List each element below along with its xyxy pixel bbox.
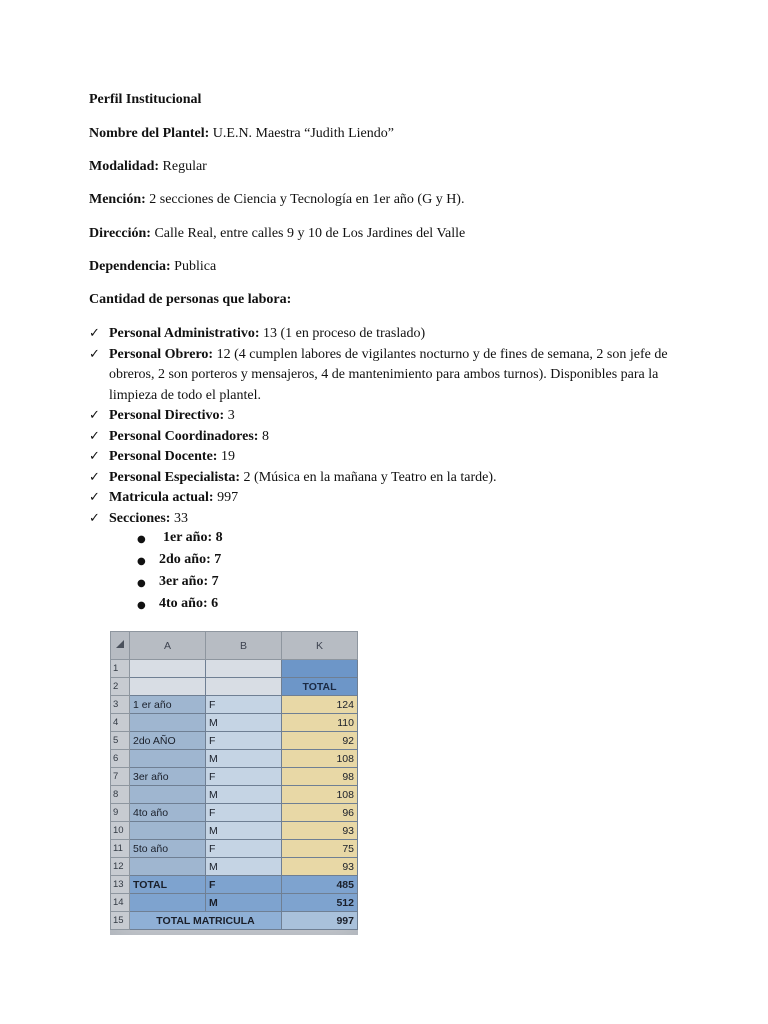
field-value: Regular xyxy=(159,159,207,174)
column-header: B xyxy=(206,632,282,660)
cell xyxy=(130,786,206,804)
check-mark-icon: ✓ xyxy=(89,428,100,444)
section-text: 2do año: 7 xyxy=(159,552,222,567)
item-label: Personal Docente: xyxy=(109,449,218,464)
item-value: 13 (1 en proceso de traslado) xyxy=(259,326,426,341)
item-label: Personal Coordinadores: xyxy=(109,428,259,444)
cell: TOTAL xyxy=(130,876,206,894)
table-row xyxy=(111,894,358,912)
row-number: 14 xyxy=(111,894,130,912)
enrollment-table xyxy=(110,631,358,930)
table-row xyxy=(111,786,358,804)
cell: F xyxy=(206,768,282,786)
item-value: 33 xyxy=(170,510,188,526)
cell: 110 xyxy=(282,714,358,732)
row-number: 8 xyxy=(111,786,130,804)
row-number: 2 xyxy=(111,678,130,696)
section-text: 3er año: 7 xyxy=(159,574,219,589)
field-label: Mención: xyxy=(89,192,146,207)
row-number: 9 xyxy=(111,804,130,822)
list-item xyxy=(89,324,679,345)
row-number: 15 xyxy=(111,912,130,930)
column-header-row xyxy=(111,632,358,660)
cell xyxy=(206,660,282,678)
column-header: K xyxy=(282,632,358,660)
cell: M xyxy=(206,786,282,804)
cell: 485 xyxy=(282,876,358,894)
field-label: Modalidad: xyxy=(89,159,160,174)
item-label: Personal Directivo: xyxy=(109,408,225,423)
table-row xyxy=(111,768,358,786)
table-row xyxy=(111,678,358,696)
item-label: Personal Especialista: xyxy=(109,469,241,485)
item-value: 8 xyxy=(258,428,269,444)
staff-heading: Cantidad de personas que labora: xyxy=(89,292,292,307)
row-number: 4 xyxy=(111,714,130,732)
cell: 5to año xyxy=(130,840,206,858)
bullet-dot-icon: ● xyxy=(137,578,146,589)
row-number: 5 xyxy=(111,732,130,750)
grand-total-value: 997 xyxy=(282,912,358,930)
check-mark-icon: ✓ xyxy=(89,326,100,341)
item-value: 12 (4 cumplen labores de vigilantes nocturno y de fines de semana, 2 son jefe de obreros, 2 son porteros y mensajeros, 4 de mantenimiento para ambos turnos). Disponibles para la limpieza de todo el plantel. xyxy=(109,346,668,403)
row-number: 11 xyxy=(111,840,130,858)
select-all-corner-icon xyxy=(111,632,130,660)
table-row xyxy=(111,858,358,876)
cell xyxy=(206,678,282,696)
list-item xyxy=(89,509,679,530)
cell: M xyxy=(206,858,282,876)
table-row xyxy=(111,732,358,750)
table-row xyxy=(111,696,358,714)
cell: 108 xyxy=(282,750,358,768)
section-text: 4to año: 6 xyxy=(159,596,219,611)
table-row xyxy=(111,804,358,822)
cell: 4to año xyxy=(130,804,206,822)
section-item xyxy=(137,574,219,590)
cell: F xyxy=(206,876,282,894)
cell: M xyxy=(206,750,282,768)
cell: M xyxy=(206,822,282,840)
cell: 96 xyxy=(282,804,358,822)
field-direccion xyxy=(89,226,465,242)
section-item xyxy=(137,596,219,612)
check-mark-icon: ✓ xyxy=(89,449,100,464)
check-mark-icon: ✓ xyxy=(89,408,100,423)
column-header: A xyxy=(130,632,206,660)
cell: 75 xyxy=(282,840,358,858)
cell xyxy=(130,750,206,768)
row-number: 1 xyxy=(111,660,130,678)
section-item xyxy=(137,552,222,568)
section-item xyxy=(137,530,223,546)
list-item xyxy=(89,427,679,448)
bullet-dot-icon: ● xyxy=(137,534,146,545)
row-number: 6 xyxy=(111,750,130,768)
list-item xyxy=(89,345,679,407)
section-text: 1er año: 8 xyxy=(163,530,223,545)
item-value: 997 xyxy=(213,490,239,505)
field-value: Publica xyxy=(170,259,217,274)
cell: F xyxy=(206,696,282,714)
table-row xyxy=(111,822,358,840)
field-label: Dependencia: xyxy=(89,259,171,274)
cell: F xyxy=(206,732,282,750)
row-number: 12 xyxy=(111,858,130,876)
item-value: 19 xyxy=(217,449,235,464)
item-label: Matricula actual: xyxy=(109,490,214,505)
spreadsheet-photo xyxy=(110,631,358,935)
list-item xyxy=(89,447,679,468)
cell: 512 xyxy=(282,894,358,912)
item-label: Secciones: xyxy=(109,510,171,526)
row-number: 13 xyxy=(111,876,130,894)
cell: 93 xyxy=(282,858,358,876)
table-row xyxy=(111,750,358,768)
field-nombre-plantel xyxy=(89,126,394,142)
cell: 124 xyxy=(282,696,358,714)
cell: F xyxy=(206,840,282,858)
table-row xyxy=(111,840,358,858)
field-value: U.E.N. Maestra “Judith Liendo” xyxy=(209,126,394,141)
check-mark-icon: ✓ xyxy=(89,346,100,362)
check-mark-icon: ✓ xyxy=(89,510,100,526)
cell: 3er año xyxy=(130,768,206,786)
cell: F xyxy=(206,804,282,822)
item-value: 2 (Música en la mañana y Teatro en la tarde). xyxy=(240,469,497,485)
cell: TOTAL xyxy=(282,678,358,696)
field-dependencia xyxy=(89,259,216,275)
cell: 1 er año xyxy=(130,696,206,714)
cell: 2do AÑO xyxy=(130,732,206,750)
cell xyxy=(130,858,206,876)
cell xyxy=(130,894,206,912)
bullet-dot-icon: ● xyxy=(137,556,146,567)
table-row xyxy=(111,876,358,894)
cell xyxy=(130,678,206,696)
list-item xyxy=(89,488,679,509)
list-item xyxy=(89,468,679,489)
row-number: 10 xyxy=(111,822,130,840)
cell xyxy=(130,714,206,732)
table-row xyxy=(111,714,358,732)
cell xyxy=(282,660,358,678)
cell: 98 xyxy=(282,768,358,786)
item-label: Personal Obrero: xyxy=(109,346,214,362)
cell xyxy=(130,660,206,678)
cell: 92 xyxy=(282,732,358,750)
field-mencion xyxy=(89,192,464,208)
bullet-dot-icon: ● xyxy=(137,600,146,611)
table-row xyxy=(111,912,358,930)
check-mark-icon: ✓ xyxy=(89,490,100,505)
cell xyxy=(130,822,206,840)
doc-title: Perfil Institucional xyxy=(89,92,202,107)
item-value: 3 xyxy=(224,408,235,423)
cell: 93 xyxy=(282,822,358,840)
table-row xyxy=(111,660,358,678)
field-label: Nombre del Plantel: xyxy=(89,126,210,141)
cell: M xyxy=(206,894,282,912)
grand-total-label: TOTAL MATRICULA xyxy=(130,912,282,930)
item-label: Personal Administrativo: xyxy=(109,326,260,341)
cell: 108 xyxy=(282,786,358,804)
field-value: 2 secciones de Ciencia y Tecnología en 1er año (G y H). xyxy=(145,192,465,207)
field-modalidad xyxy=(89,159,207,175)
field-label: Dirección: xyxy=(89,226,151,241)
row-number: 7 xyxy=(111,768,130,786)
cell: M xyxy=(206,714,282,732)
field-value: Calle Real, entre calles 9 y 10 de Los Jardines del Valle xyxy=(150,226,466,241)
row-number: 3 xyxy=(111,696,130,714)
check-mark-icon: ✓ xyxy=(89,469,100,485)
list-item xyxy=(89,406,679,427)
